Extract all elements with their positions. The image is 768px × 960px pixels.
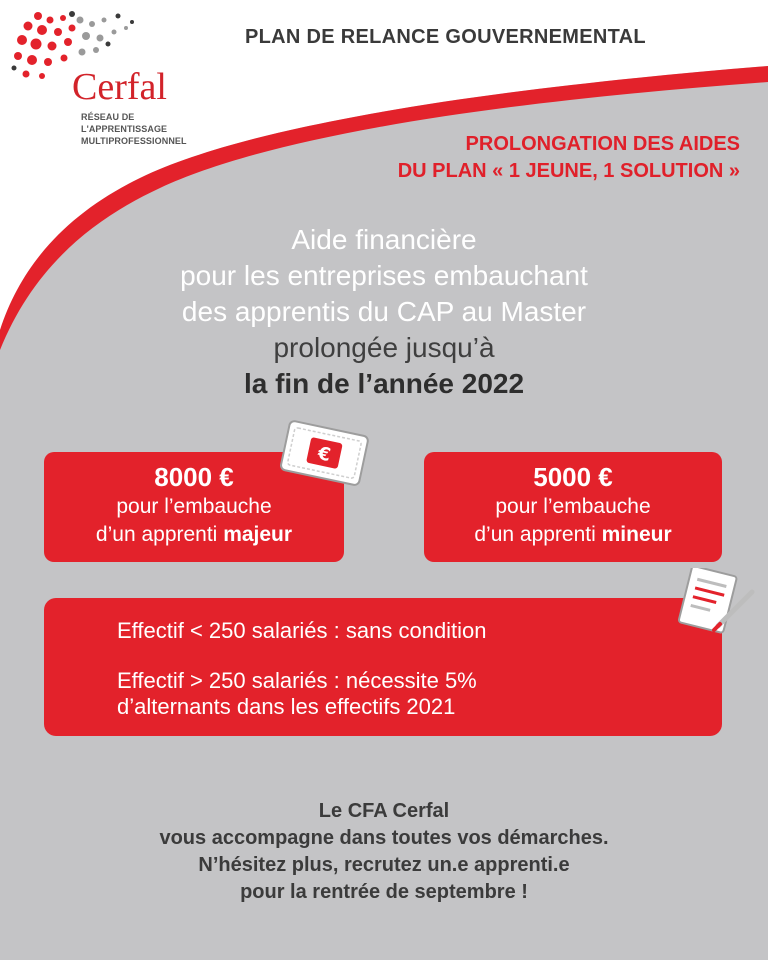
logo-tagline-line1: RÉSEAU DE L'APPRENTISSAGE (81, 112, 168, 134)
euro-symbol: € (315, 442, 333, 467)
logo-tagline (81, 111, 208, 147)
aid-amount-minor: 5000 € (533, 462, 613, 492)
aid-card-minor (424, 452, 722, 562)
conditions-card (44, 598, 722, 736)
aid-minor-bold: mineur (601, 523, 672, 546)
header-title: PLAN DE RELANCE GOUVERNEMENTAL (245, 26, 646, 48)
subtitle (398, 131, 740, 185)
headline-line5: la fin de l’année 2022 (243, 368, 525, 399)
subtitle-line1: PROLONGATION DES AIDES (465, 133, 740, 155)
footer-line3: N’hésitez plus, recrutez un.e apprenti.e (198, 854, 570, 876)
condition-large-company: Effectif > 250 salariés : nécessite 5% (117, 668, 477, 693)
logo-tagline-line2: MULTIPROFESSIONNEL (81, 136, 187, 146)
aid-major-bold: majeur (223, 523, 293, 546)
aid-minor-prefix: d’un apprenti (474, 523, 602, 546)
headline-line4: prolongée jusqu’à (273, 332, 495, 363)
aid-major-line1: pour l’embauche (116, 495, 272, 518)
document-pen-icon (672, 568, 756, 638)
aid-amount-major: 8000 € (154, 462, 234, 492)
aid-major-line2 (44, 521, 344, 549)
aid-minor-line2 (424, 521, 722, 549)
footer (0, 798, 768, 906)
aid-minor-line1: pour l’embauche (495, 495, 651, 518)
condition-large-company-cont: d’alternants dans les effectifs 2021 (117, 694, 456, 719)
headline-line1: Aide financière (291, 224, 477, 255)
condition-small-company: Effectif < 250 salariés : sans condition (117, 618, 487, 643)
footer-line4: pour la rentrée de septembre ! (240, 881, 528, 903)
cerfal-logo (8, 8, 208, 146)
footer-line1: Le CFA Cerfal (318, 800, 450, 822)
banknote-euro-icon (278, 416, 370, 494)
headline-line2: pour les entreprises embauchant (180, 260, 588, 291)
headline (0, 222, 768, 402)
aid-major-prefix: d’un apprenti (95, 523, 224, 546)
subtitle-line2: DU PLAN « 1 JEUNE, 1 SOLUTION » (397, 160, 740, 182)
headline-line3: des apprentis du CAP au Master (181, 296, 587, 327)
logo-wordmark: Cerfal (72, 66, 167, 108)
footer-line2: vous accompagne dans toutes vos démarches. (159, 827, 609, 849)
